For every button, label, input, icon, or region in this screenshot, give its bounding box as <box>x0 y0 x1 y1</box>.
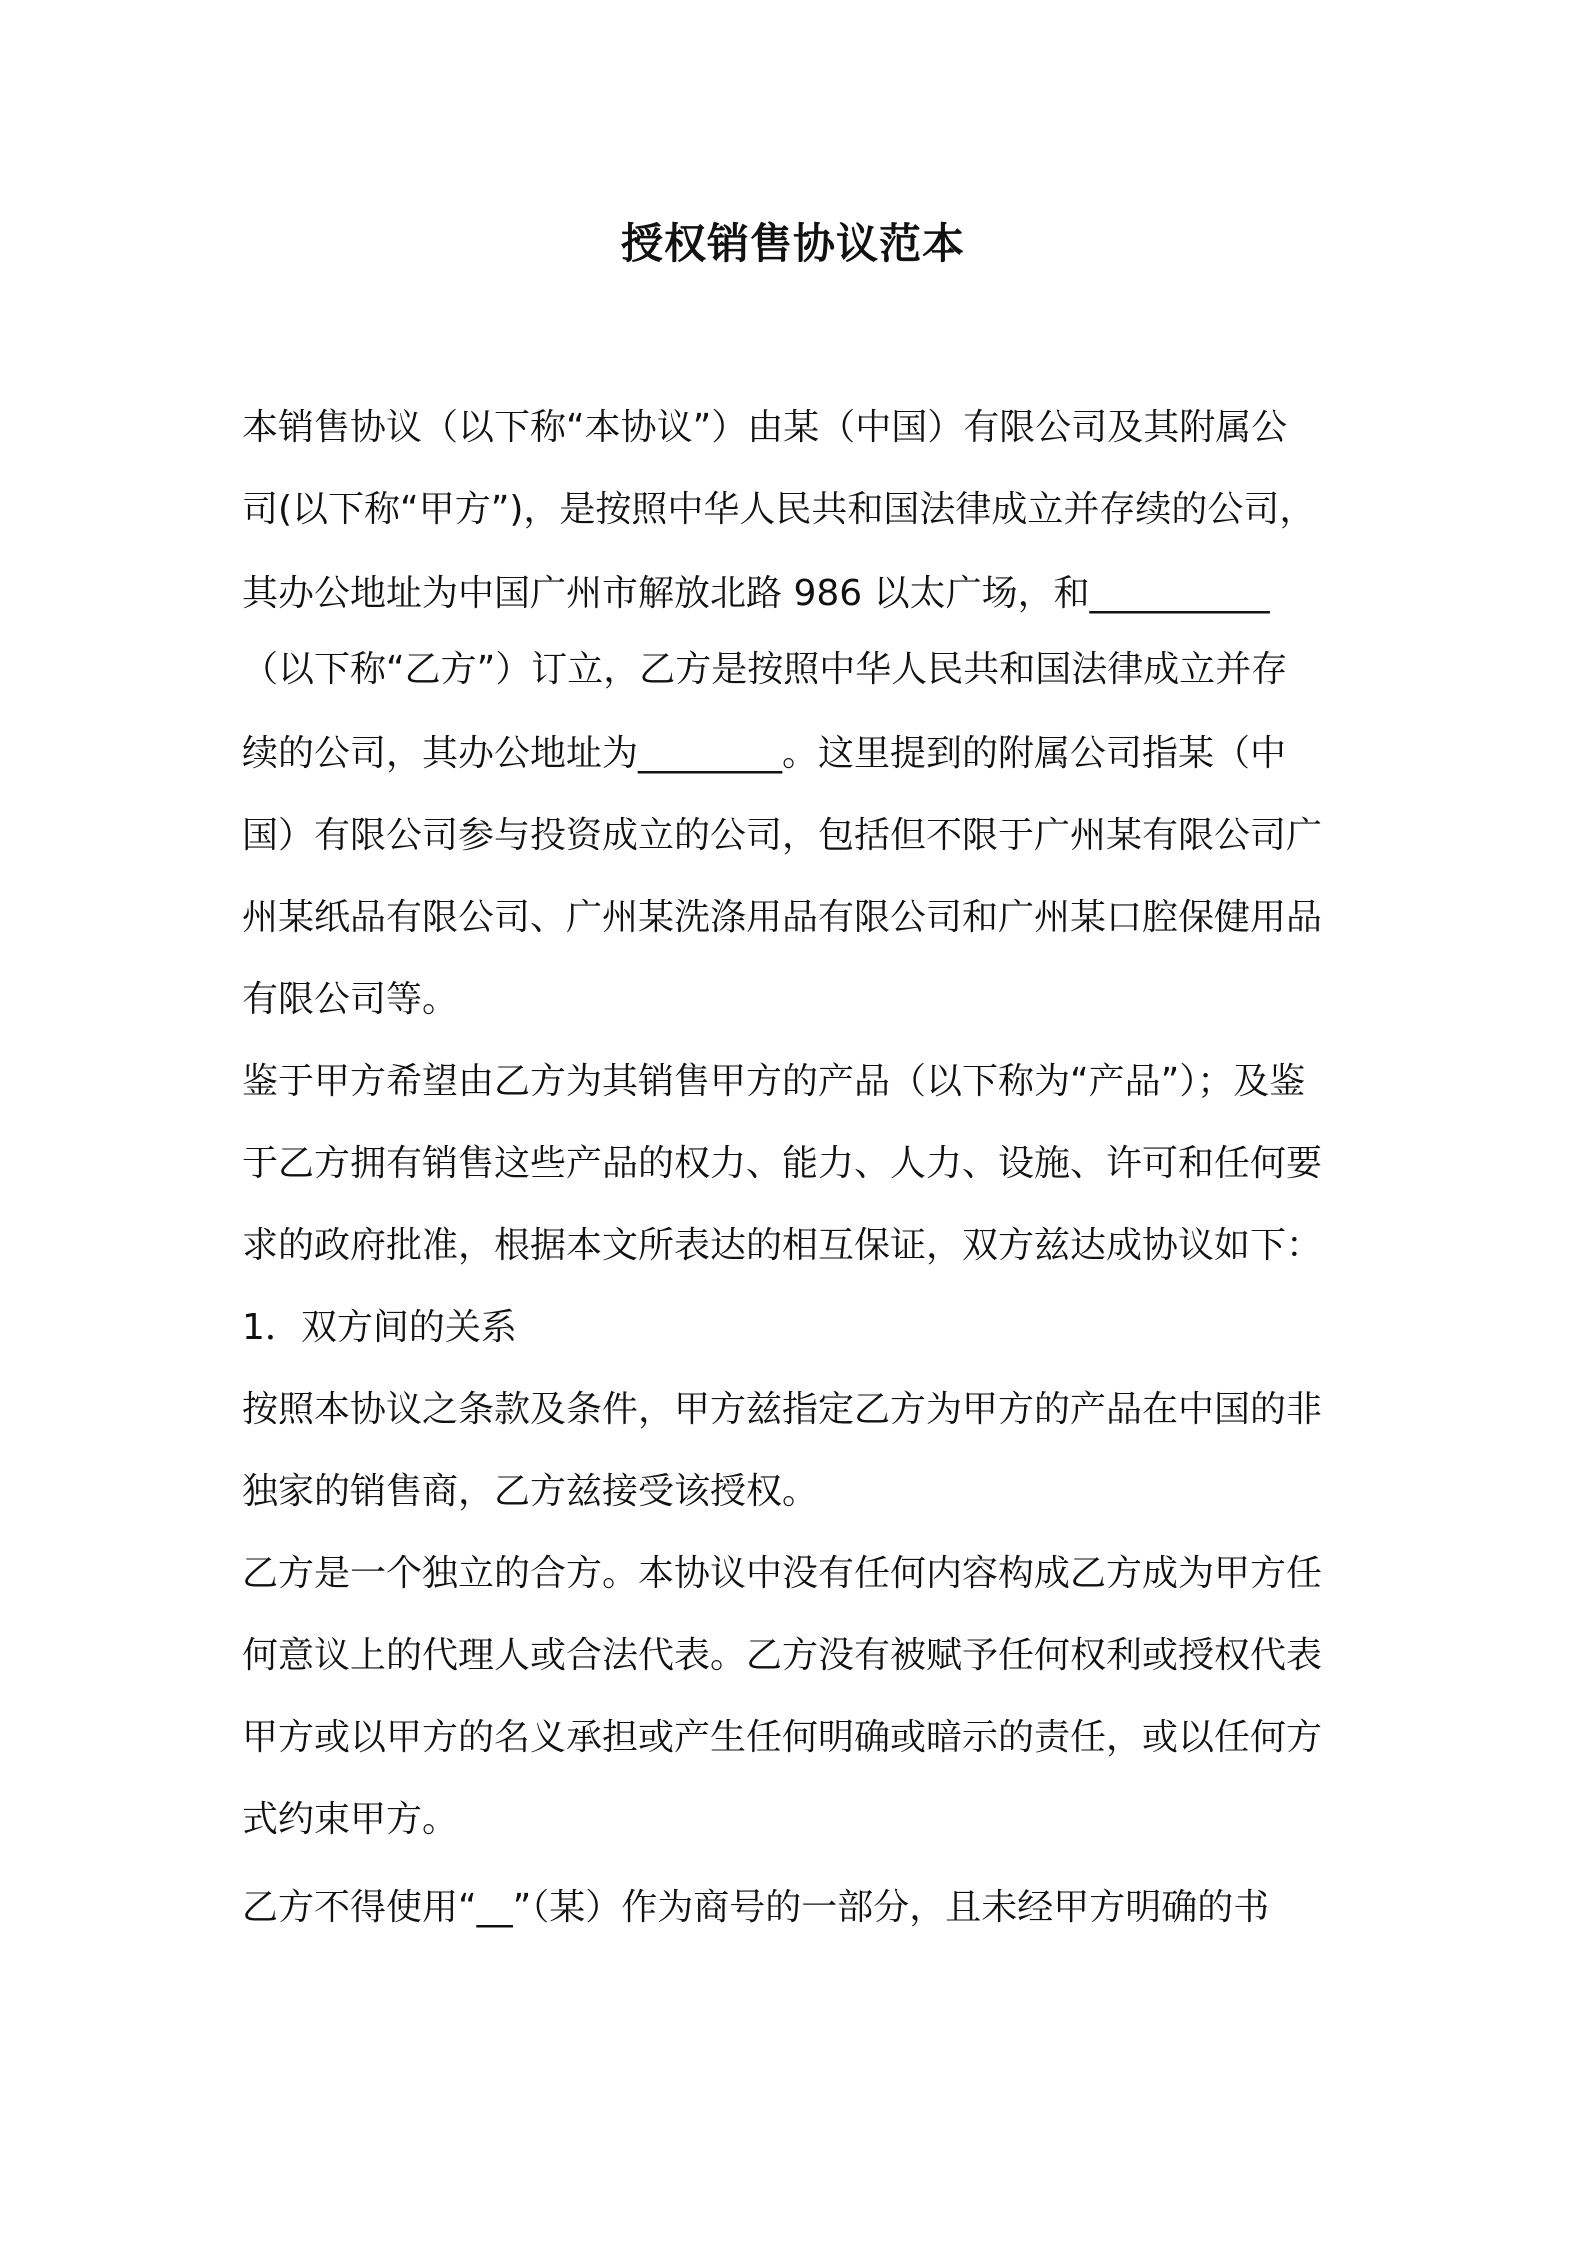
text-line: 续的公司，其办公地址为________。这里提到的附属公司指某（中 <box>242 733 1287 774</box>
text-line: 甲方或以甲方的名义承担或产生任何明确或暗示的责任，或以任何方 <box>242 1717 1323 1758</box>
text-line: （以下称“乙方”）订立，乙方是按照中华人民共和国法律成立并存 <box>242 649 1288 690</box>
document-title: 授权销售协议范本 <box>620 219 965 268</box>
text-line: 求的政府批准，根据本文所表达的相互保证，双方兹达成协议如下： <box>242 1225 1323 1266</box>
text-line: 乙方不得使用“__”（某）作为商号的一部分，且未经甲方明确的书 <box>242 1887 1270 1928</box>
text-line: 州某纸品有限公司、广州某洗涤用品有限公司和广州某口腔保健用品 <box>242 897 1323 938</box>
section-heading: 1．双方间的关系 <box>242 1307 517 1348</box>
text-line: 式约束甲方。 <box>242 1799 459 1840</box>
text-line: 鉴于甲方希望由乙方为其销售甲方的产品（以下称为“产品”）；及鉴 <box>242 1061 1306 1102</box>
text-line: 按照本协议之条款及条件，甲方兹指定乙方为甲方的产品在中国的非 <box>242 1389 1323 1430</box>
text-line: 独家的销售商，乙方兹接受该授权。 <box>242 1471 819 1512</box>
text-line: 何意议上的代理人或合法代表。乙方没有被赋予任何权利或授权代表 <box>242 1635 1323 1676</box>
text-line: 乙方是一个独立的合方。本协议中没有任何内容构成乙方成为甲方任 <box>242 1553 1323 1594</box>
text-line: 有限公司等。 <box>242 979 459 1020</box>
text-line: 本销售协议（以下称“本协议”）由某（中国）有限公司及其附属公 <box>242 407 1288 448</box>
text-line: 于乙方拥有销售这些产品的权力、能力、人力、设施、许可和任何要 <box>242 1143 1323 1184</box>
text-line: 其办公地址为中国广州市解放北路 986 以太广场，和__________ <box>242 573 1270 614</box>
text-line: 司(以下称“甲方”)，是按照中华人民共和国法律成立并存续的公司， <box>242 489 1316 530</box>
text-line: 国）有限公司参与投资成立的公司，包括但不限于广州某有限公司广 <box>242 815 1323 856</box>
